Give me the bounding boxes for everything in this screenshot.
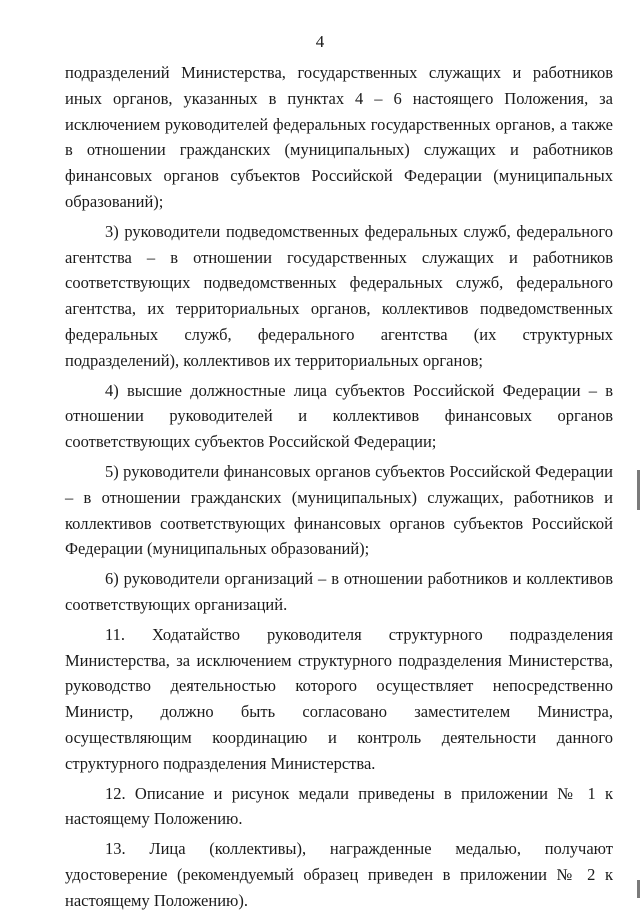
paragraph-item-5: 5) руководители финансовых органов субъектов Российской Федерации – в отношении гражданских (муниципальных) служащих, работников и коллективов соответствующих финансовых органов субъектов Российской Федерации (муниципальных образований); — [65, 461, 613, 559]
paragraph-13: 13. Лица (коллективы), награжденные медалью, получают удостоверение (рекомендуемый образец приведен в приложении № 2 к настоящему Положению). — [65, 839, 613, 910]
paragraph-item-6: 6) руководители организаций – в отношении работников и коллективов соответствующих организаций. — [65, 569, 613, 614]
page-number: 4 — [315, 32, 325, 51]
paragraph-item-4: 4) высшие должностные лица субъектов Российской Федерации – в отношении руководителей и коллективов финансовых органов соответствующих субъектов Российской Федерации; — [65, 380, 613, 452]
paragraph-item-3: 3) руководители подведомственных федеральных служб, федерального агентства – в отношении государственных служащих и работников соответствующих подведомственных федеральных служб, федерального агентства, их территориальных органов, коллективов подведомственных федеральных служб, федерального агентства (их структурных подразделений), коллективов их территориальных органов; — [65, 221, 613, 370]
paragraph-12: 12. Описание и рисунок медали приведены в приложении № 1 к настоящему Положению. — [65, 783, 613, 829]
paragraph-11: 11. Ходатайство руководителя структурного подразделения Министерства, за исключением структурного подразделения Министерства, руководство деятельностью которого осуществляет непосредственно Министр, должно быть согласовано заместителем Министра, осуществляющим координацию и контроль деятельности данного структурного подразделения Министерства. — [65, 624, 613, 773]
document-body — [65, 60, 613, 914]
paragraph-continuation: подразделений Министерства, государственных служащих и работников иных органов, указанных в пунктах 4 – 6 настоящего Положения, за исключением руководителей федеральных государственных органов, а также в отношении гражданских (муниципальных) служащих и работников финансовых органов субъектов Российской Федерации (муниципальных образований); — [65, 63, 613, 211]
